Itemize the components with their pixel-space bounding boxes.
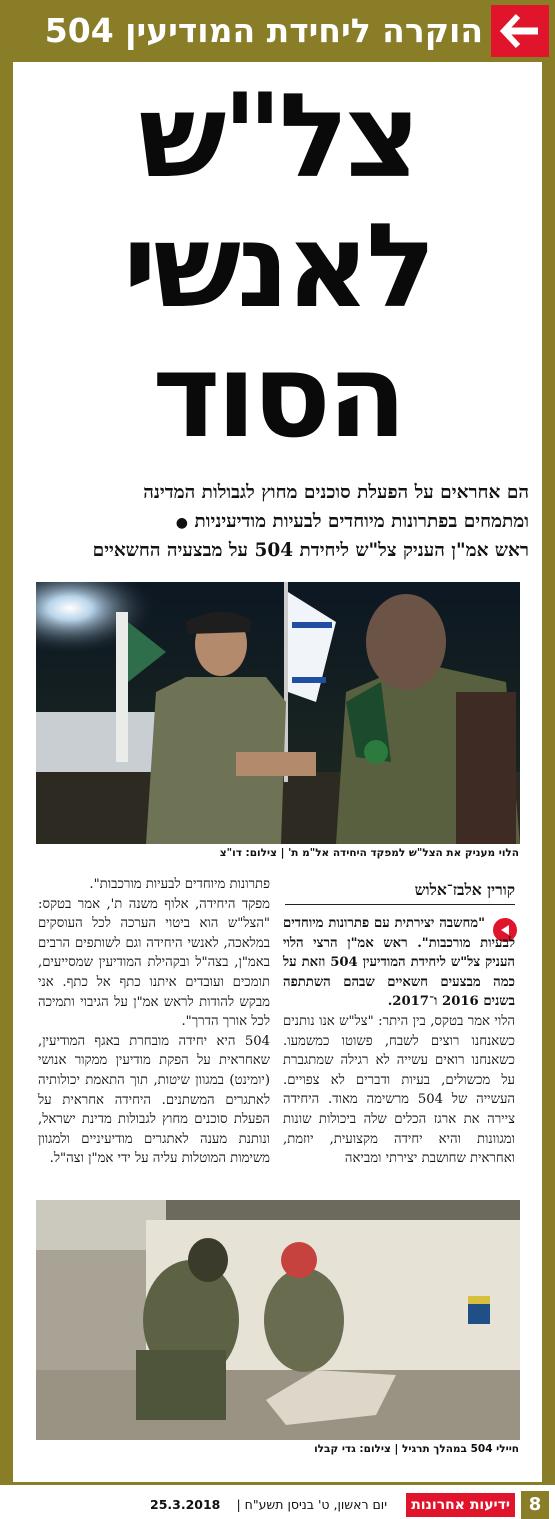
section-bar <box>0 0 555 62</box>
training-photo <box>36 1200 520 1440</box>
paragraph: פתרונות מיוחדים לבעיות מורכבות". <box>89 877 270 892</box>
arrow-badge <box>491 5 549 57</box>
subhead-line-2 <box>24 507 529 538</box>
headline-line-3: הסוד <box>152 329 403 464</box>
subhead-line-2-text: ומתמחים בפתרונות מיוחדים לבעיות מודיעיניות <box>194 511 529 532</box>
subhead-line-1: הם אחראים על הפעלת סוכנים מחוץ לגבולות המדינה <box>143 482 529 503</box>
hebrew-date: יום ראשון, ט' בניסן תשע"ח | <box>236 1497 387 1512</box>
arrow-left-icon <box>500 13 540 49</box>
photo1-caption: הלוי מעניק את הצל"ש למפקד היחידה אל"מ ת' | צילום: דו"צ <box>219 847 519 859</box>
column-left <box>38 875 270 1169</box>
paper-name: ידיעות אחרונות <box>406 1493 515 1517</box>
byline-rule <box>285 904 515 905</box>
headline-line-2: לאנשי <box>122 199 433 334</box>
paragraph: 504 היא יחידה מובחרת באגף המודיעין, שאחראית על הפקת מודיעין ממקור אנושי (יומינט) במגוון שיטות, תוך התאמת יכולותיה לאתגרים המשתנים. היחידה אחראית על הפעלת סוכנים מחוץ לגבולות מדינת ישראל, ונותנת מענה לאתגרים מודיעיניים ולמגוון משימות המוטלות עליה על ידי אמ"ן וצה"ל. <box>38 1033 270 1167</box>
paragraph: מפקד היחידה, אלוף משנה ת', אמר בטקס: "הצל"ש הוא ביטוי הערכה לכל העוסקים במלאכה, לאנשי היחידה וגם לשותפים הרבים באמ"ן, בצה"ל ובקהילת המודיעין שמסייעים, תומכים ועובדים איתנו כתף אל כתף. אני מבקש להודות לראש אמ"ן על הגיבוי ותמיכה לכל אורך הדרך". <box>38 896 270 1030</box>
page-footer <box>0 1491 555 1519</box>
byline: קורין אלבז־אלוש <box>414 880 515 899</box>
page-number: 8 <box>521 1491 549 1519</box>
paragraph: הלוי אמר בטקס, בין היתר: "צל"ש אנו נותנים כשאנחנו רוצים לשבח, פשוטו כמשמעו. כשאנחנו רואים עשייה לא רגילה שמתגברת על מכשולים, בעיות ודברים לא צפויים. העשייה של 504 מרשימה מאוד. היחידה ציירה את ארגז הכלים שלה ביכולות שונות ומגוונות והיא יחידה מקצועית, יוזמת, ואחראית שחושבת יצירתי ומביאה <box>283 1013 515 1167</box>
subhead-line-3: ראש אמ"ן העניק צל"ש ליחידת 504 על מבצעיה החשאיים <box>92 540 529 561</box>
lead-paragraph: "מחשבה יצירתית עם פתרונות מיוחדים לבעיות מורכבות". ראש אמ"ן הרצי הלוי העניק צל"ש ליחידת המודיעין 504 וזאת על כמה מבצעים חשאיים שבהם השתתפה בשנים 2016 ו־2017. <box>283 916 515 1010</box>
gregorian-date: 25.3.2018 <box>150 1497 221 1512</box>
column-right <box>283 914 515 1169</box>
photo2-caption: חיילי 504 במהלך תרגיל | צילום: גדי קבלו <box>314 1443 519 1455</box>
section-kicker: הוקרה ליחידת המודיעין 504 <box>44 11 483 50</box>
headline-line-1: צל"ש <box>138 69 417 204</box>
ceremony-photo <box>36 582 520 844</box>
bullet-icon: ● <box>175 515 189 531</box>
